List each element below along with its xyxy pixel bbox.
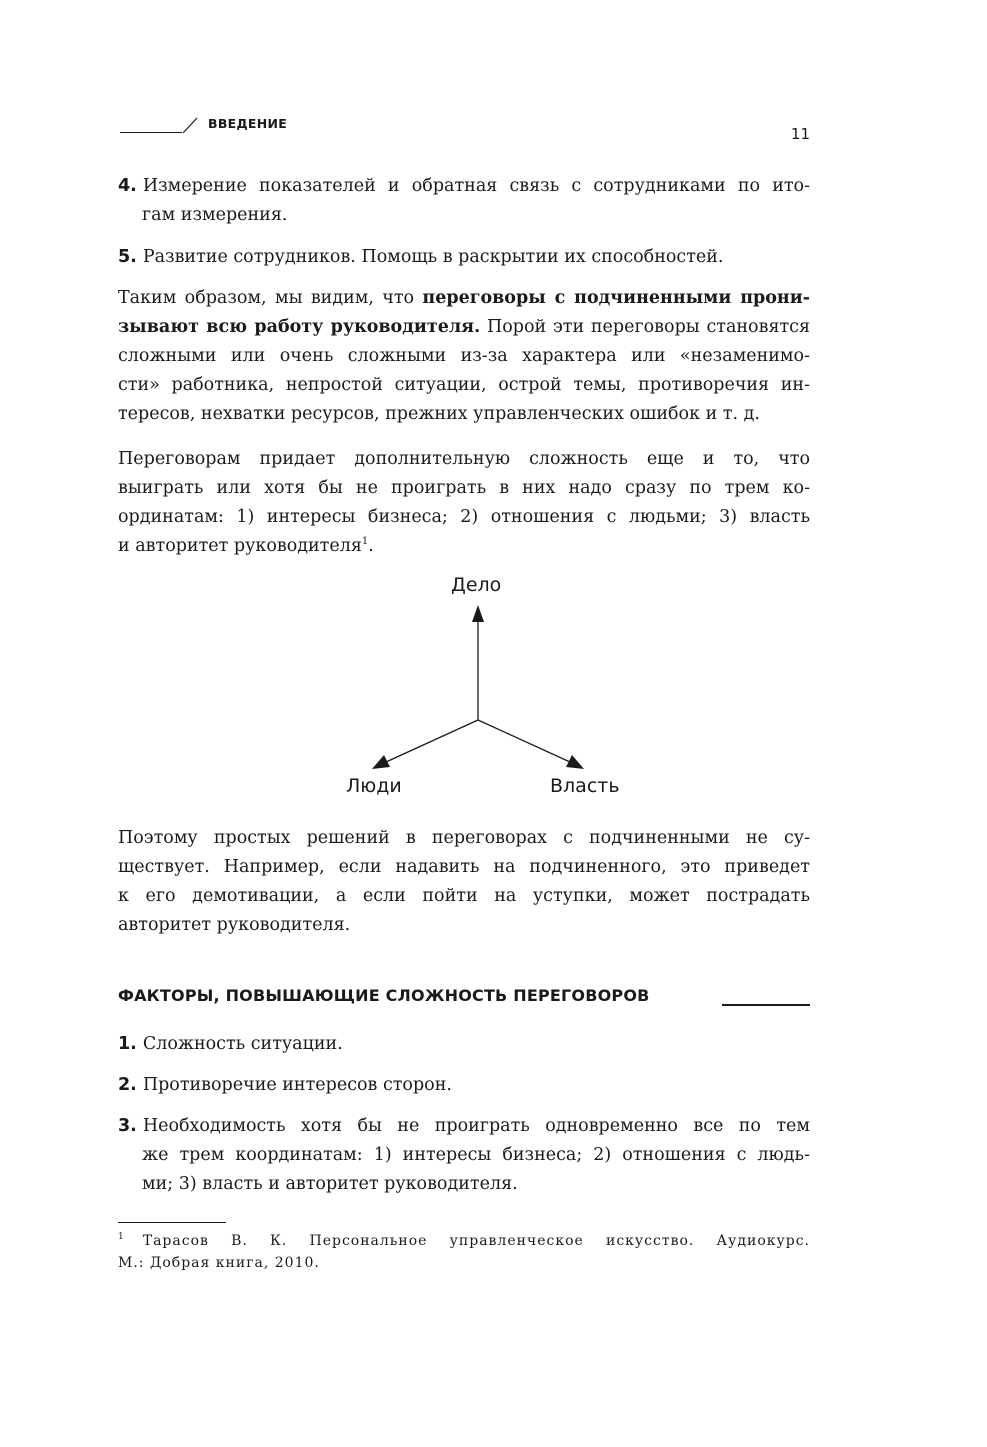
list-item-text: же трем координатам: 1) интересы бизнеса; 2) отношения с людь- (142, 1145, 810, 1165)
axis-left (386, 720, 478, 762)
text-run: и авторитет руководителя (118, 536, 362, 556)
text-run: Таким образом, мы видим, что (118, 288, 423, 308)
list-item-4 (118, 172, 810, 230)
list-item-text: Необходимость хотя бы не проиграть одновременно все по тем (142, 1116, 810, 1136)
list-item-text: Развитие сотрудников. Помощь в раскрытии их способностей. (142, 247, 724, 267)
arrowhead-up (472, 605, 484, 622)
diagram-label-right: Власть (550, 775, 620, 797)
list-number: 3. (118, 1116, 137, 1136)
list-item-3 (118, 1112, 810, 1199)
list-number: 1. (118, 1034, 137, 1054)
list-number: 5. (118, 247, 137, 267)
text-line: Поэтому простых решений в переговорах с подчиненными не су- (118, 828, 810, 848)
heading-rule (722, 1004, 810, 1006)
list-item-text: гам измерения. (142, 205, 288, 225)
list-number: 4. (118, 176, 137, 196)
text-line: ординатам: 1) интересы бизнеса; 2) отношения с людьми; 3) власть (118, 507, 810, 527)
list-number: 2. (118, 1075, 137, 1095)
bold-run: переговоры с подчиненными прони- (422, 288, 810, 308)
arrowhead-right (566, 755, 584, 769)
arrowhead-left (372, 755, 390, 769)
axis-right (478, 720, 570, 762)
bold-run: зывают всю работу руководителя. (118, 317, 481, 337)
page-number: 11 (790, 125, 810, 143)
list-item-2 (118, 1071, 810, 1100)
text-run: Порой эти переговоры становятся (480, 317, 811, 337)
footnote-rule (118, 1222, 226, 1223)
text-line: ществует. Например, если надавить на подчиненного, это приведет (118, 857, 810, 877)
footnote (118, 1230, 810, 1274)
axes-diagram (340, 600, 630, 780)
text-line: тересов, нехватки ресурсов, прежних управленческих ошибок и т. д. (118, 404, 760, 424)
paragraph-3 (118, 824, 810, 940)
text-line: сти» работника, непростой ситуации, острой темы, противоречия ин- (118, 375, 810, 395)
text-line: Переговорам придает дополнительную сложность еще и то, что (118, 449, 810, 469)
list-item-text: Измерение показателей и обратная связь с сотрудниками по ито- (142, 176, 810, 196)
text-line: к его демотивации, а если пойти на уступки, может пострадать (118, 886, 810, 906)
header-slash (182, 116, 202, 134)
diagram-label-top: Дело (451, 574, 502, 596)
paragraph-2 (118, 445, 810, 561)
list-item-text: ми; 3) власть и авторитет руководителя. (142, 1174, 518, 1194)
footnote-reference: 1 (361, 536, 369, 548)
diagram-label-left: Люди (346, 775, 402, 797)
list-item-1 (118, 1030, 810, 1059)
section-heading: ФАКТОРЫ, ПОВЫШАЮЩИЕ СЛОЖНОСТЬ ПЕРЕГОВОРОВ (118, 986, 650, 1005)
list-item-text: Сложность ситуации. (142, 1034, 343, 1054)
footnote-text: Тарасов В. К. Персональное управленческое искусство. Аудиокурс. (142, 1233, 810, 1249)
running-header-title: ВВЕДЕНИЕ (208, 116, 288, 131)
text-line: сложными или очень сложными из-за характера или «незаменимо- (118, 346, 810, 366)
text-run: . (368, 536, 374, 556)
text-line: выиграть или хотя бы не проиграть в них надо сразу по трем ко- (118, 478, 810, 498)
footnote-marker: 1 (118, 1232, 125, 1243)
paragraph-1 (118, 284, 810, 429)
list-item-text: Противоречие интересов сторон. (142, 1075, 452, 1095)
footnote-text: М.: Добрая книга, 2010. (118, 1255, 320, 1271)
text-line: авторитет руководителя. (118, 915, 351, 935)
list-item-5 (118, 243, 810, 272)
header-rule (120, 132, 182, 133)
